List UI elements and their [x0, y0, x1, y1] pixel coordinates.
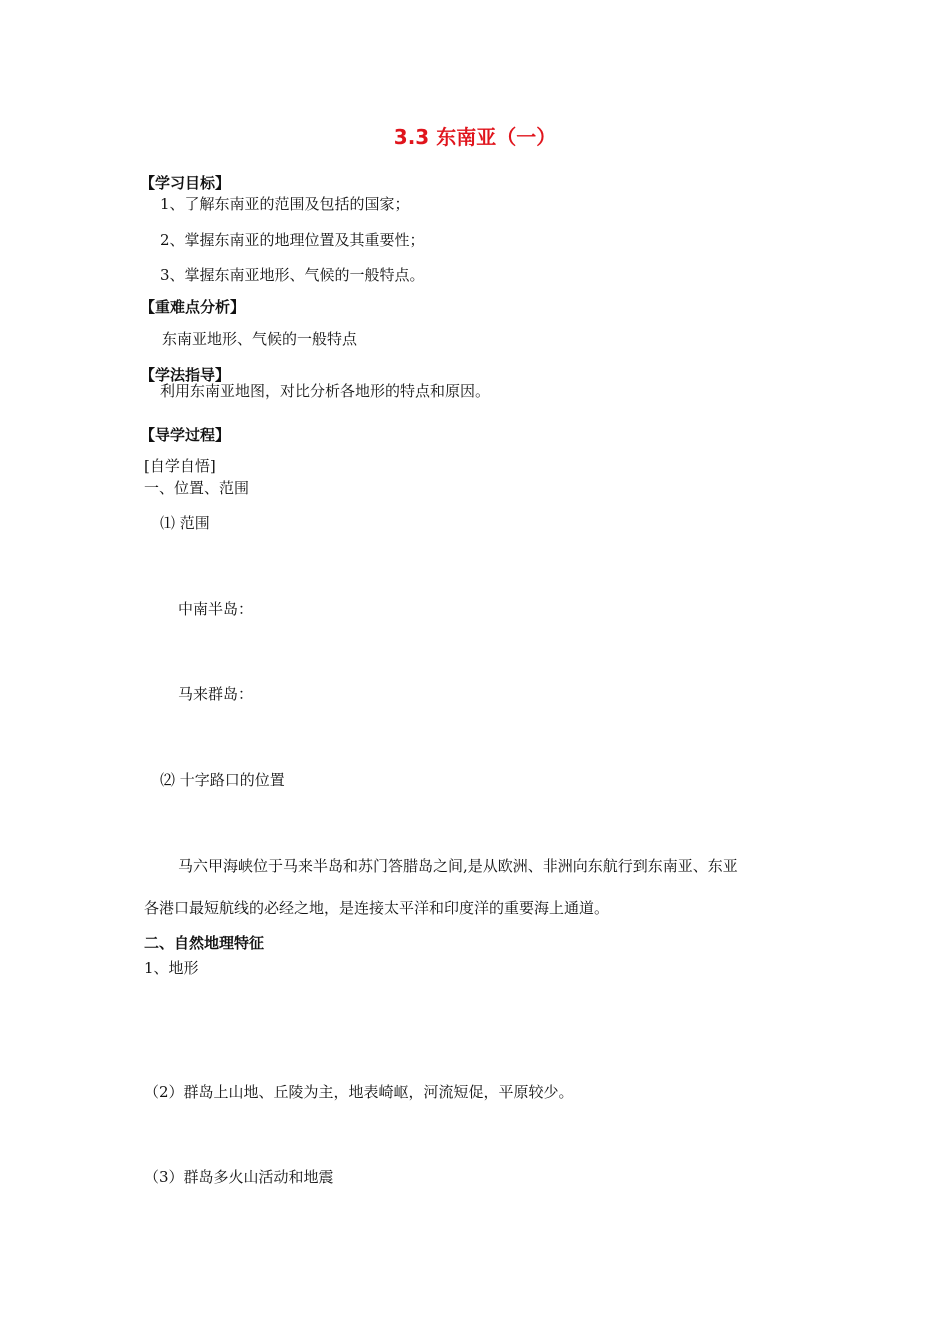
objective-item-2: 2、掌握东南亚的地理位置及其重要性；	[160, 231, 425, 249]
page-title: 3.3 东南亚（一）	[393, 125, 557, 149]
scope-label: ⑴ 范围	[160, 514, 210, 532]
objectives-heading: 【学习目标】	[140, 174, 231, 192]
malay-label: 马来群岛：	[178, 685, 254, 703]
section2-heading: 二、自然地理特征	[144, 934, 265, 952]
key-points-heading: 【重难点分析】	[140, 298, 246, 316]
terrain-item-3: （3）群岛多火山活动和地震	[144, 1168, 334, 1186]
section1-heading: 一、位置、范围	[144, 479, 250, 497]
objective-item-1: 1、了解东南亚的范围及包括的国家；	[160, 195, 410, 213]
process-heading: 【导学过程】	[140, 426, 231, 444]
key-points-text: 东南亚地形、气候的一般特点	[162, 330, 358, 348]
method-text: 利用东南亚地图，对比分析各地形的特点和原因。	[160, 382, 491, 400]
method-heading: 【学法指导】	[140, 366, 231, 384]
terrain-item-2: （2）群岛上山地、丘陵为主，地表崎岖，河流短促，平原较少。	[144, 1083, 574, 1101]
self-study-label: [自学自悟]	[144, 457, 216, 475]
indochina-label: 中南半岛：	[178, 600, 254, 618]
terrain-label: 1、地形	[144, 959, 199, 977]
objective-item-3: 3、掌握东南亚地形、气候的一般特点。	[160, 266, 425, 284]
strait-paragraph-line1: 马六甲海峡位于马来半岛和苏门答腊岛之间,是从欧洲、非洲向东航行到东南亚、东亚	[178, 857, 738, 875]
strait-paragraph-line2: 各港口最短航线的必经之地，是连接太平洋和印度洋的重要海上通道。	[144, 899, 610, 917]
crossroads-label: ⑵ 十字路口的位置	[160, 771, 285, 789]
